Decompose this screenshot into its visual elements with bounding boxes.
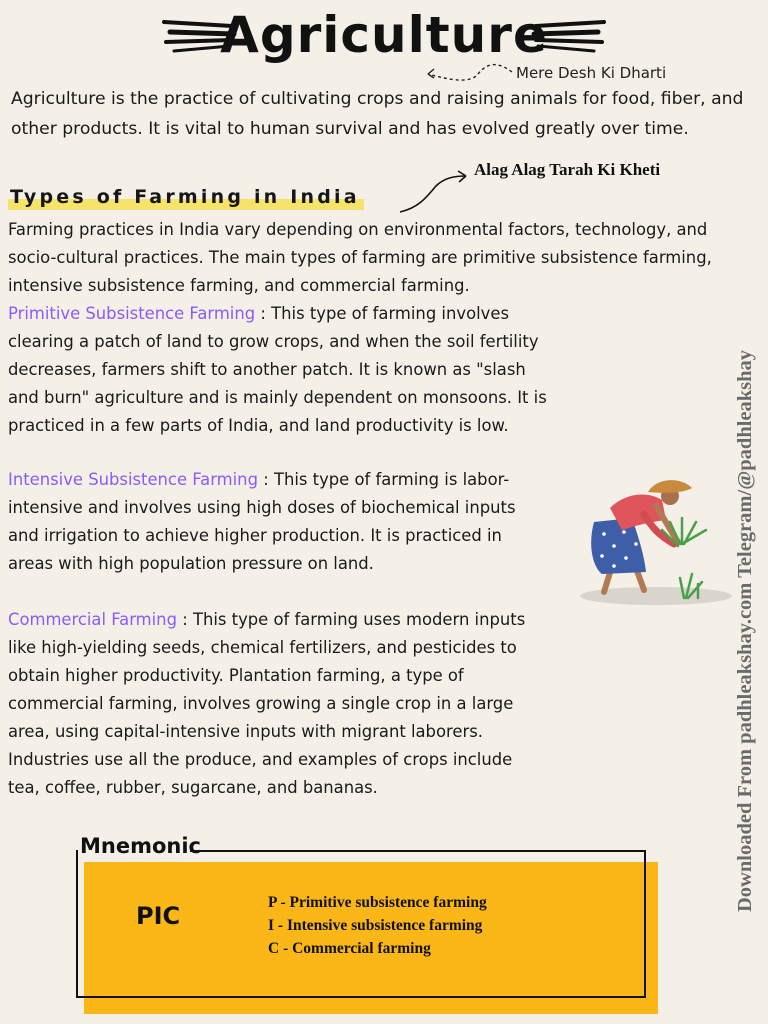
farmer-planting-rice-illustration (574, 474, 734, 608)
farming-type-intensive (8, 466, 548, 578)
side-note: Alag Alag Tarah Ki Kheti (474, 160, 661, 179)
intro-paragraph: Agriculture is the practice of cultivating crops and raising animals for food, fiber, and other products. It is vital to human survival and has evolved greatly over time. (11, 89, 744, 139)
watermark: Downloaded From padhleakshay.com Telegram/@padhleakshay (734, 349, 756, 912)
farming-term: Commercial Farming (8, 610, 177, 629)
mnemonic-line: I - Intensive subsistence farming (268, 917, 483, 934)
mnemonic-acronym: PIC (136, 902, 181, 930)
mnemonic-line: P - Primitive subsistence farming (268, 894, 487, 911)
farming-description: This type of farming uses modern inputs like high-yielding seeds, chemical fertilizers, and pesticides to obtain higher productivity. Plantation farming, a type of commercial farming, involves growing a single crop in a large area, using capital-intensive inputs with migrant laborers. Industries use all the produce, and examples of crops include tea, coffee, rubber, sugarcane, and bananas. (8, 610, 526, 797)
subtitle: Mere Desh Ki Dharti (516, 64, 667, 82)
farming-term: Primitive Subsistence Farming (8, 304, 256, 323)
term-separator: : (257, 470, 274, 489)
mnemonic-lines (268, 891, 487, 960)
page-title: Agriculture (220, 6, 548, 64)
farming-type-commercial (8, 606, 548, 802)
term-separator: : (176, 610, 193, 629)
farming-term: Intensive Subsistence Farming (8, 470, 258, 489)
curved-arrow-icon (396, 168, 472, 216)
term-separator: : (255, 304, 272, 323)
farming-type-primitive (8, 300, 548, 440)
mnemonic-label: Mnemonic (80, 834, 201, 858)
section-heading: Types of Farming in India (8, 186, 364, 210)
section-intro: Farming practices in India vary depending on environmental factors, technology, and socio-cultural practices. The main types of farming are primitive subsistence farming, intensive subsistence farming, and commercial farming. (8, 220, 712, 295)
section-heading-wrap (8, 186, 364, 210)
farming-description: This type of farming involves clearing a patch of land to grow crops, and when the soil fertility decreases, farmers shift to another patch. It is known as "slash and burn" agriculture and is mainly dependent on monsoons. It is practiced in a few parts of India, and land productivity is low. (8, 304, 547, 435)
farming-description: This type of farming is labor-intensive and involves using high doses of biochemical inputs and irrigation to achieve higher production. It is practiced in areas with high population pressure on land. (8, 470, 516, 573)
curved-arrow-icon (420, 60, 516, 84)
mnemonic-line: C - Commercial farming (268, 940, 431, 957)
